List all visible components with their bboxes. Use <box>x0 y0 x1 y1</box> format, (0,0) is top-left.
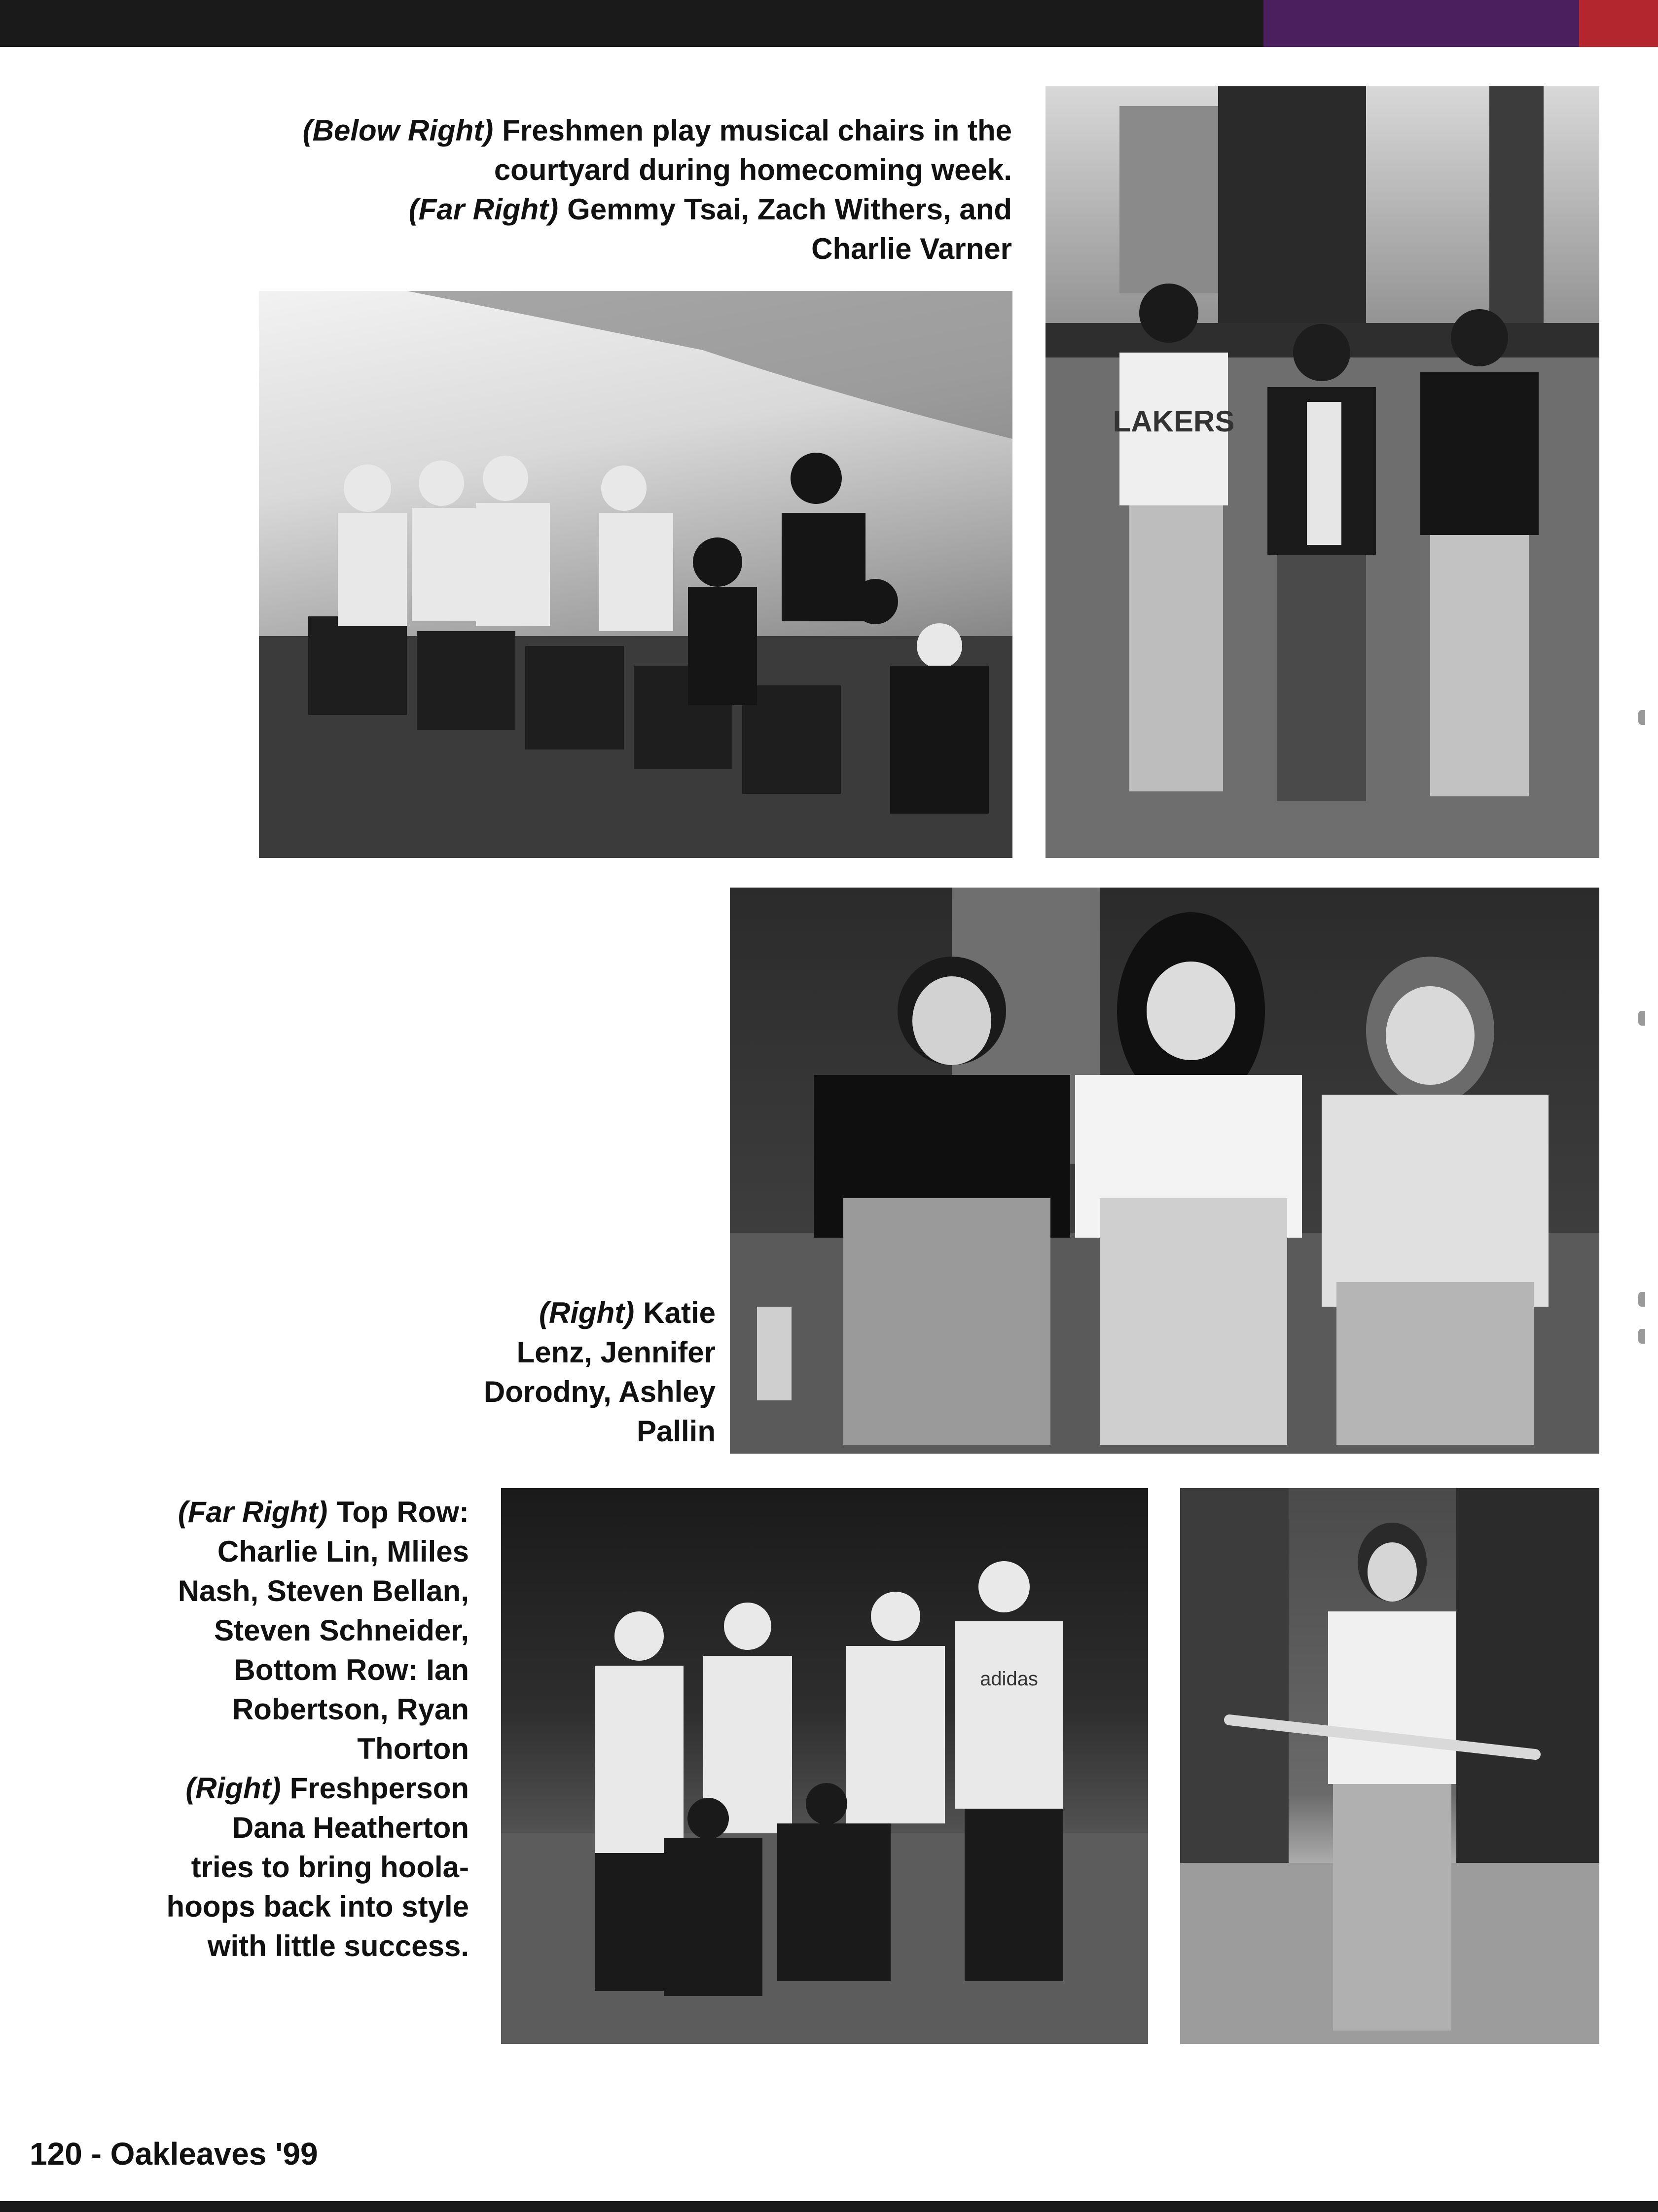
photo-hoolahoop <box>1180 1488 1599 2044</box>
caption-text: Gemmy Tsai, Zach Withers, and <box>567 193 1012 226</box>
caption-line <box>467 1293 716 1333</box>
caption-musical-chairs <box>220 111 1012 269</box>
caption-line: with little success. <box>207 1929 469 1962</box>
person-silhouette <box>1322 957 1549 1445</box>
photo-group-of-boys <box>501 1488 1148 2044</box>
caption-lead: (Far Right) <box>178 1496 328 1529</box>
scan-purple-strip <box>1263 0 1579 47</box>
caption-line: tries to bring hoola- <box>191 1851 469 1884</box>
caption-line: Charlie Lin, Mliles <box>217 1535 469 1568</box>
photo-three-girls <box>730 888 1599 1454</box>
scan-red-corner <box>1579 0 1658 47</box>
binder-hole <box>1638 1011 1645 1026</box>
publication-name: Oakleaves '99 <box>110 2136 318 2172</box>
person-silhouette <box>1420 309 1539 796</box>
caption-line: Charlie Varner <box>811 232 1012 265</box>
caption-three-girls <box>467 1293 716 1451</box>
caption-line: courtyard during homecoming week. <box>494 153 1012 186</box>
caption-line: Nash, Steven Bellan, <box>178 1574 469 1607</box>
caption-line <box>107 1493 469 1532</box>
caption-line <box>220 111 1012 150</box>
page-number: 120 <box>30 2136 82 2172</box>
photo-three-boys <box>1045 86 1599 858</box>
caption-line: Bottom Row: Ian <box>234 1653 469 1686</box>
caption-text: Freshperson <box>289 1772 469 1805</box>
photo-musical-chairs <box>259 291 1012 858</box>
binder-hole <box>1638 1292 1645 1307</box>
caption-line <box>220 190 1012 229</box>
caption-lead: (Right) <box>539 1296 635 1329</box>
person-silhouette <box>1113 284 1235 791</box>
scan-bottom-edge <box>0 2201 1658 2212</box>
shirt-print-adidas: adidas <box>980 1668 1038 1690</box>
yearbook-page <box>8 47 1645 2201</box>
photo-illustration <box>1180 1488 1599 2044</box>
footer-separator: - <box>91 2136 102 2172</box>
caption-group-and-hoolahoop <box>107 1493 469 1966</box>
person-silhouette <box>1328 1523 1456 2031</box>
caption-lead: (Far Right) <box>408 193 559 226</box>
caption-lead: (Right) <box>185 1772 281 1805</box>
caption-text: Katie <box>643 1296 716 1329</box>
caption-text: Freshmen play musical chairs in the <box>502 114 1012 147</box>
caption-line: Dana Heatherton <box>232 1811 469 1844</box>
caption-line: hoops back into style <box>166 1890 469 1923</box>
caption-line <box>107 1769 469 1808</box>
photo-illustration <box>730 888 1599 1454</box>
caption-line: Lenz, Jennifer <box>516 1336 716 1369</box>
page-footer <box>30 2136 318 2172</box>
person-silhouette <box>1075 912 1302 1445</box>
caption-line: Robertson, Ryan <box>232 1693 469 1726</box>
caption-line: Steven Schneider, <box>214 1614 469 1647</box>
person-silhouette <box>1267 324 1376 801</box>
binder-hole <box>1638 1329 1645 1344</box>
shirt-print-lakers: LAKERS <box>1113 405 1235 438</box>
caption-lead: (Below Right) <box>302 114 494 147</box>
caption-line: Dorodny, Ashley <box>483 1375 716 1408</box>
caption-line: Pallin <box>636 1415 716 1448</box>
photo-illustration <box>1045 86 1599 858</box>
caption-text: Top Row: <box>336 1496 469 1529</box>
binder-hole <box>1638 710 1645 725</box>
photo-illustration <box>501 1488 1148 2044</box>
photo-illustration <box>259 291 1012 858</box>
scan-top-edge <box>0 0 1658 47</box>
caption-line: Thorton <box>357 1732 469 1765</box>
